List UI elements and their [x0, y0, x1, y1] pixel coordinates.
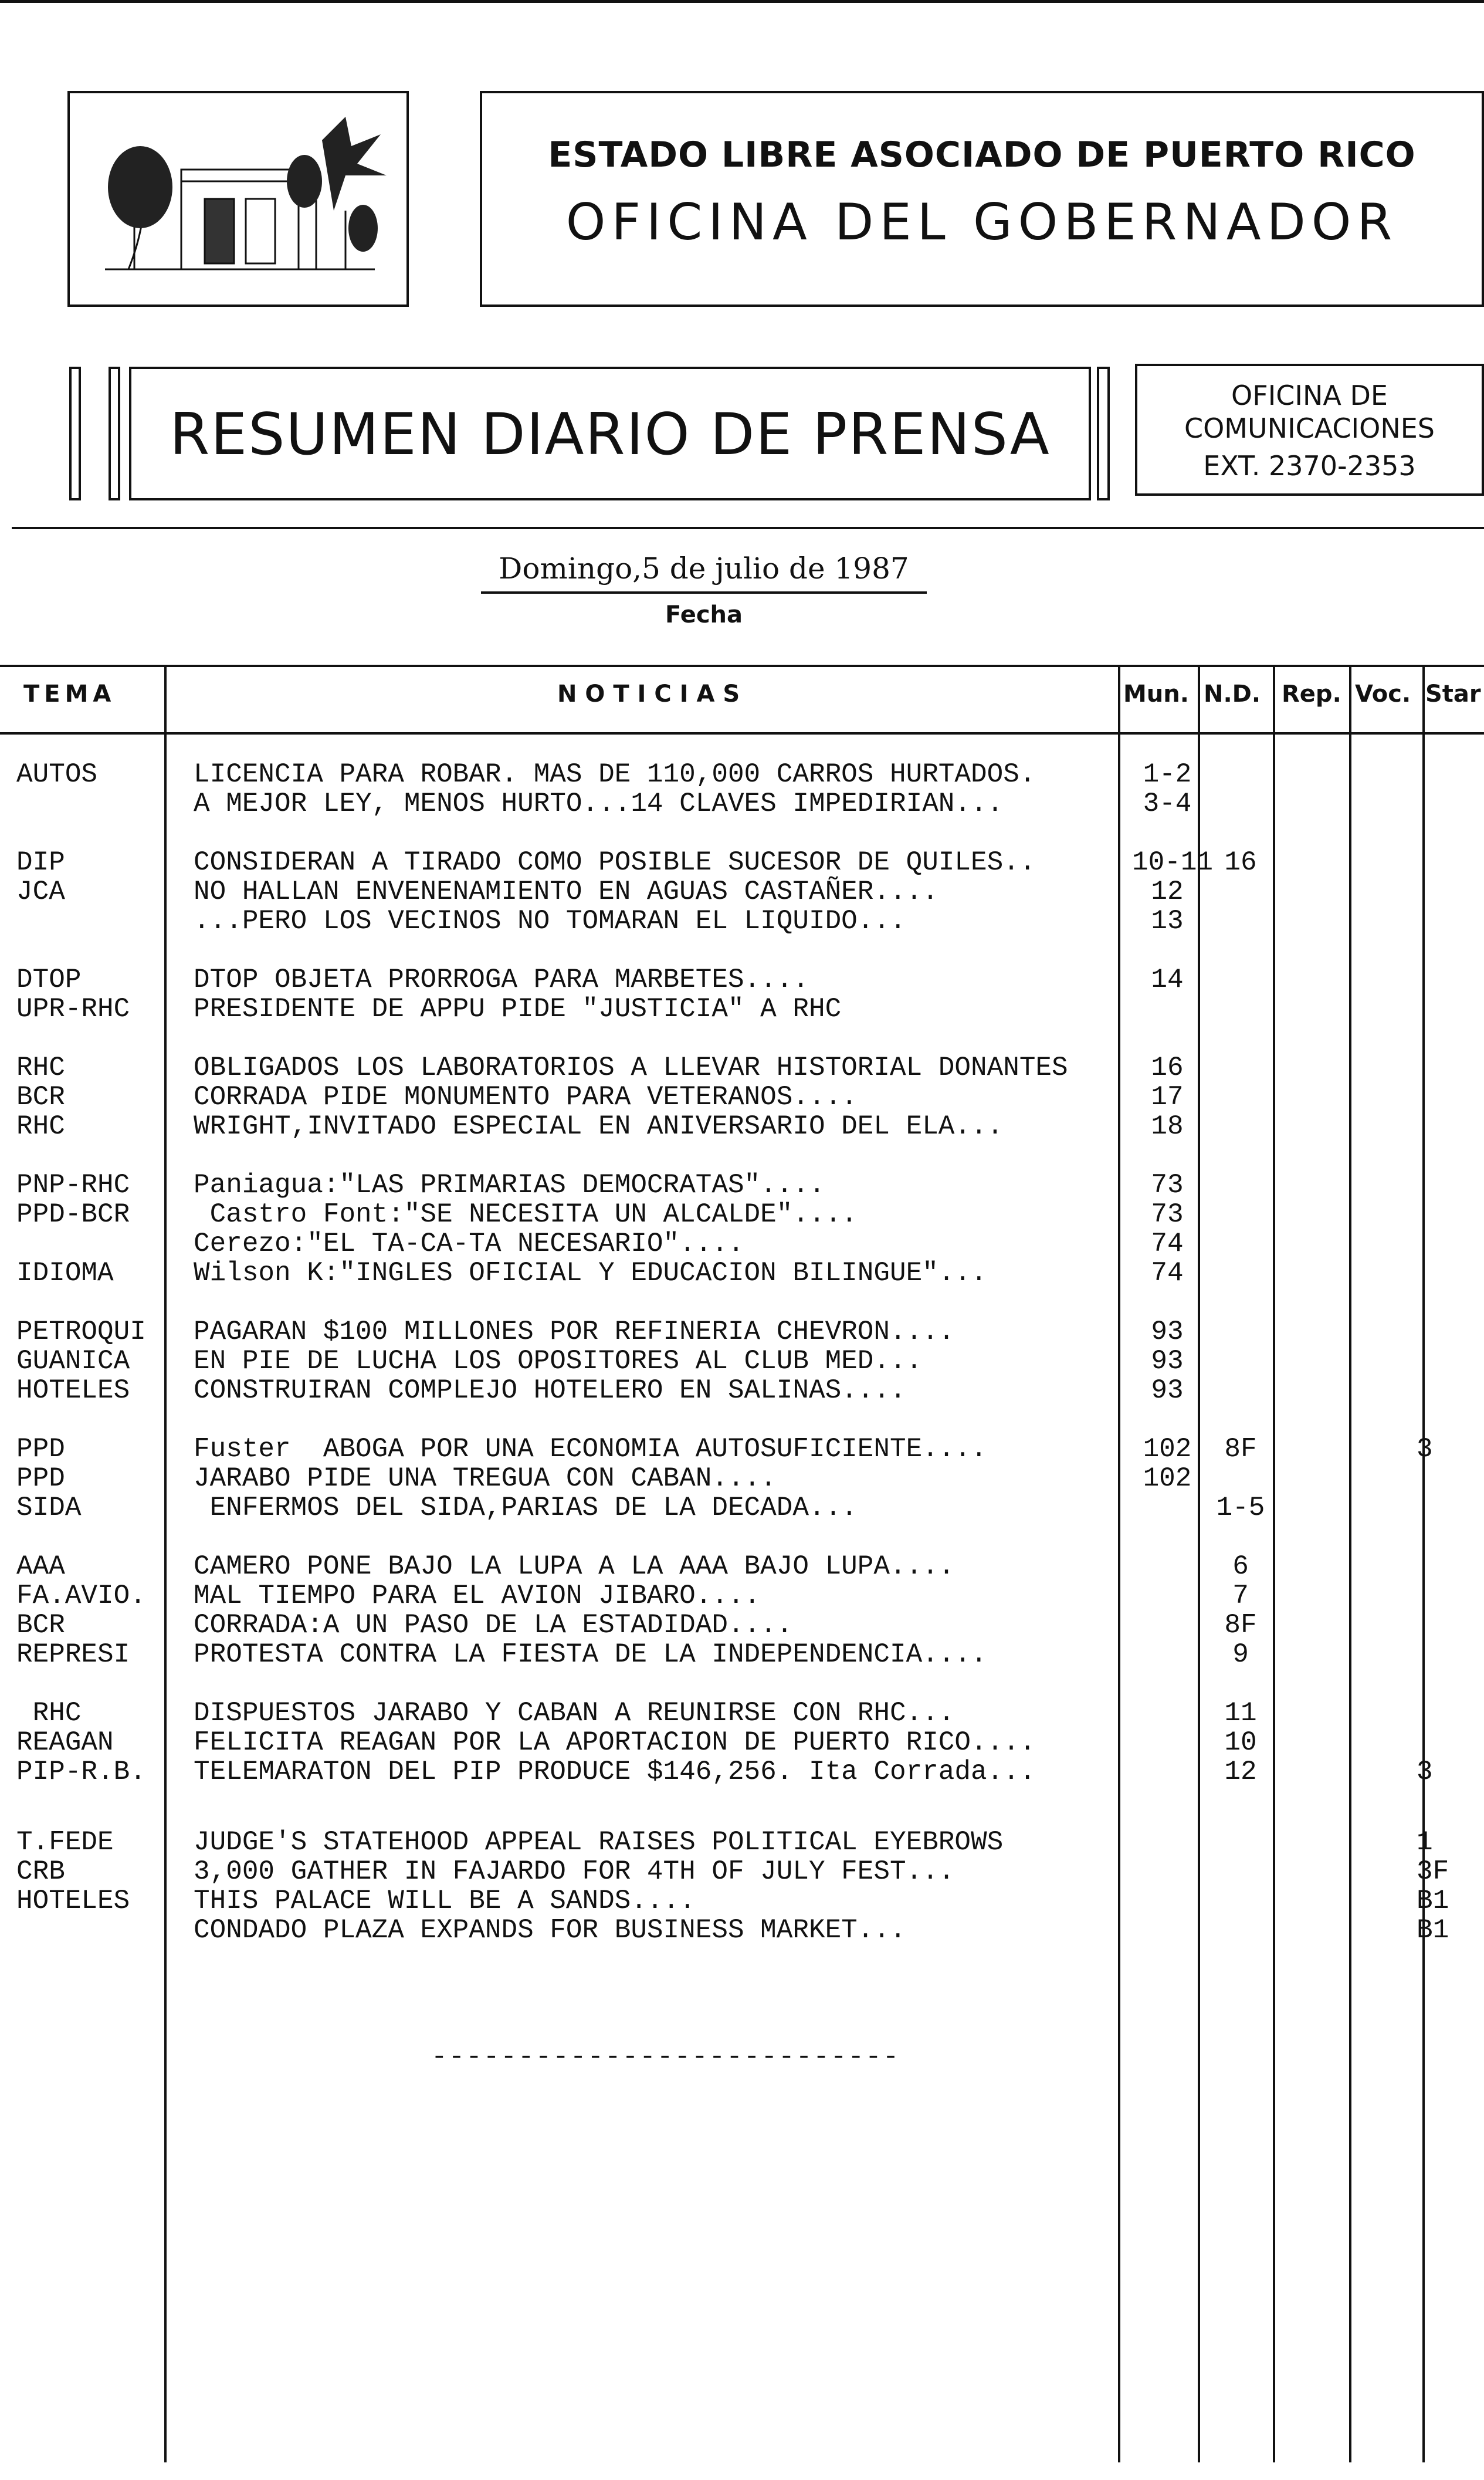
- row-2-noticia: A MEJOR LEY, MENOS HURTO...14 CLAVES IMPEDIRIAN...: [194, 789, 1004, 819]
- row-4-mun: 12: [1151, 877, 1184, 907]
- office-line-2: COMUNICACIONES: [1184, 412, 1435, 444]
- row-22-tema: FA.AVIO.: [16, 1581, 146, 1611]
- row-31-star: B1: [1417, 1915, 1449, 1946]
- row-18-star: 3: [1417, 1434, 1433, 1464]
- col-divider-rep: [1349, 665, 1351, 2462]
- resumen-banner: [129, 367, 1091, 500]
- row-30-star: B1: [1417, 1886, 1449, 1916]
- row-18-nd: 8F: [1224, 1434, 1257, 1464]
- row-23-tema: BCR: [16, 1610, 65, 1640]
- row-17-tema: HOTELES: [16, 1375, 130, 1406]
- row-9-noticia: CORRADA PIDE MONUMENTO PARA VETERANOS....: [194, 1082, 858, 1112]
- row-11-mun: 73: [1151, 1170, 1184, 1200]
- row-3-nd: 16: [1224, 847, 1257, 878]
- date-label: Fecha: [665, 601, 743, 628]
- end-divider: ---------------------------: [431, 2042, 900, 2072]
- row-16-mun: 93: [1151, 1346, 1184, 1376]
- row-14-tema: IDIOMA: [16, 1258, 114, 1288]
- row-4-tema: JCA: [16, 877, 65, 907]
- row-14-noticia: Wilson K:"INGLES OFICIAL Y EDUCACION BILINGUE"...: [194, 1258, 987, 1288]
- row-18-noticia: Fuster ABOGA POR UNA ECONOMIA AUTOSUFICIENTE....: [194, 1434, 987, 1464]
- row-8-tema: RHC: [16, 1053, 65, 1083]
- left-bar-2: [109, 367, 120, 500]
- row-7-tema: UPR-RHC: [16, 994, 130, 1024]
- row-1-mun: 1-2: [1143, 759, 1192, 790]
- row-4-noticia: NO HALLAN ENVENENAMIENTO EN AGUAS CASTAÑER....: [194, 877, 938, 907]
- row-13-mun: 74: [1151, 1229, 1184, 1259]
- row-5-noticia: ...PERO LOS VECINOS NO TOMARAN EL LIQUIDO...: [194, 906, 906, 936]
- row-8-noticia: OBLIGADOS LOS LABORATORIOS A LLEVAR HISTORIAL DONANTES: [194, 1053, 1068, 1083]
- row-28-noticia: JUDGE'S STATEHOOD APPEAL RAISES POLITICAL EYEBROWS: [194, 1827, 1004, 1858]
- header-mun: Mun.: [1123, 681, 1189, 708]
- row-25-nd: 11: [1224, 1698, 1257, 1728]
- row-27-noticia: TELEMARATON DEL PIP PRODUCE $146,256. Ita Corrada...: [194, 1757, 1036, 1787]
- row-15-noticia: PAGARAN $100 MILLONES POR REFINERIA CHEVRON....: [194, 1317, 955, 1347]
- row-24-noticia: PROTESTA CONTRA LA FIESTA DE LA INDEPENDENCIA....: [194, 1639, 987, 1670]
- row-13-noticia: Cerezo:"EL TA-CA-TA NECESARIO"....: [194, 1229, 744, 1259]
- header-nd: N.D.: [1204, 681, 1261, 708]
- row-3-mun: 10-11: [1132, 847, 1214, 878]
- row-18-tema: PPD: [16, 1434, 65, 1464]
- row-25-tema: RHC: [16, 1698, 82, 1728]
- row-24-tema: REPRESI: [16, 1639, 130, 1670]
- row-20-nd: 1-5: [1216, 1493, 1265, 1523]
- row-10-mun: 18: [1151, 1111, 1184, 1142]
- office-box: [1135, 364, 1484, 496]
- col-divider-noticias: [1118, 665, 1120, 2462]
- row-7-noticia: PRESIDENTE DE APPU PIDE "JUSTICIA" A RHC: [194, 994, 842, 1024]
- logo-box: [67, 91, 409, 307]
- row-18-mun: 102: [1143, 1434, 1192, 1464]
- row-24-nd: 9: [1232, 1639, 1249, 1670]
- table-header-rule: [0, 732, 1484, 735]
- row-23-nd: 8F: [1224, 1610, 1257, 1640]
- row-19-tema: PPD: [16, 1463, 65, 1494]
- row-12-mun: 73: [1151, 1199, 1184, 1230]
- row-14-mun: 74: [1151, 1258, 1184, 1288]
- row-26-tema: REAGAN: [16, 1727, 114, 1758]
- row-17-noticia: CONSTRUIRAN COMPLEJO HOTELERO EN SALINAS....: [194, 1375, 906, 1406]
- col-divider-voc: [1422, 665, 1425, 2462]
- row-27-nd: 12: [1224, 1757, 1257, 1787]
- header-rep: Rep.: [1282, 681, 1341, 708]
- row-29-tema: CRB: [16, 1856, 65, 1887]
- header-noticias: N O T I C I A S: [557, 681, 740, 708]
- col-divider-tema: [164, 665, 167, 2462]
- office-name: OFICINA DEL GOBERNADOR: [565, 193, 1398, 252]
- date-value: Domingo,5 de julio de 1987: [481, 552, 927, 594]
- row-16-tema: GUANICA: [16, 1346, 130, 1376]
- row-12-noticia: Castro Font:"SE NECESITA UN ALCALDE"....: [194, 1199, 858, 1230]
- row-6-tema: DTOP: [16, 965, 82, 995]
- office-line-3: EXT. 2370-2353: [1203, 450, 1416, 482]
- row-6-noticia: DTOP OBJETA PRORROGA PARA MARBETES....: [194, 965, 809, 995]
- row-19-noticia: JARABO PIDE UNA TREGUA CON CABAN....: [194, 1463, 777, 1494]
- header-voc: Voc.: [1355, 681, 1411, 708]
- row-29-noticia: 3,000 GATHER IN FAJARDO FOR 4TH OF JULY FEST...: [194, 1856, 955, 1887]
- row-19-mun: 102: [1143, 1463, 1192, 1494]
- row-15-tema: PETROQUI: [16, 1317, 146, 1347]
- row-3-noticia: CONSIDERAN A TIRADO COMO POSIBLE SUCESOR DE QUILES..: [194, 847, 1036, 878]
- row-29-star: 3F: [1417, 1856, 1449, 1887]
- top-rule: [0, 0, 1484, 3]
- row-20-noticia: ENFERMOS DEL SIDA,PARIAS DE LA DECADA...: [194, 1493, 858, 1523]
- row-22-noticia: MAL TIEMPO PARA EL AVION JIBARO....: [194, 1581, 761, 1611]
- row-21-nd: 6: [1232, 1551, 1249, 1582]
- row-3-tema: DIP: [16, 847, 65, 878]
- row-25-noticia: DISPUESTOS JARABO Y CABAN A REUNIRSE CON RHC...: [194, 1698, 955, 1728]
- row-5-mun: 13: [1151, 906, 1184, 936]
- row-26-nd: 10: [1224, 1727, 1257, 1758]
- row-20-tema: SIDA: [16, 1493, 82, 1523]
- row-26-noticia: FELICITA REAGAN POR LA APORTACION DE PUERTO RICO....: [194, 1727, 1036, 1758]
- row-30-tema: HOTELES: [16, 1886, 130, 1916]
- table-top-rule: [0, 665, 1484, 667]
- row-10-noticia: WRIGHT,INVITADO ESPECIAL EN ANIVERSARIO DEL ELA...: [194, 1111, 1004, 1142]
- row-11-noticia: Paniagua:"LAS PRIMARIAS DEMOCRATAS"....: [194, 1170, 825, 1200]
- header-title-box: [480, 91, 1484, 307]
- row-28-tema: T.FEDE: [16, 1827, 114, 1858]
- header-star: Star: [1425, 681, 1481, 708]
- fortaleza-seal-icon: [70, 93, 406, 304]
- row-2-mun: 3-4: [1143, 789, 1192, 819]
- row-22-nd: 7: [1232, 1581, 1249, 1611]
- row-21-tema: AAA: [16, 1551, 65, 1582]
- row-21-noticia: CAMERO PONE BAJO LA LUPA A LA AAA BAJO LUPA....: [194, 1551, 955, 1582]
- row-15-mun: 93: [1151, 1317, 1184, 1347]
- section-rule: [12, 527, 1484, 529]
- resumen-title: RESUMEN DIARIO DE PRENSA: [170, 401, 1051, 468]
- row-10-tema: RHC: [16, 1111, 65, 1142]
- row-1-noticia: LICENCIA PARA ROBAR. MAS DE 110,000 CARROS HURTADOS.: [194, 759, 1036, 790]
- left-bar-1: [69, 367, 81, 500]
- row-27-tema: PIP-R.B.: [16, 1757, 146, 1787]
- government-name: ESTADO LIBRE ASOCIADO DE PUERTO RICO: [548, 134, 1416, 175]
- row-9-tema: BCR: [16, 1082, 65, 1112]
- row-8-mun: 16: [1151, 1053, 1184, 1083]
- row-27-star: 3: [1417, 1757, 1433, 1787]
- row-28-star: 1: [1417, 1827, 1433, 1858]
- right-bar: [1097, 367, 1110, 500]
- row-1-tema: AUTOS: [16, 759, 98, 790]
- row-9-mun: 17: [1151, 1082, 1184, 1112]
- header-tema: TEMA: [23, 681, 116, 708]
- row-23-noticia: CORRADA:A UN PASO DE LA ESTADIDAD....: [194, 1610, 793, 1640]
- row-11-tema: PNP-RHC: [16, 1170, 130, 1200]
- row-31-noticia: CONDADO PLAZA EXPANDS FOR BUSINESS MARKET...: [194, 1915, 906, 1946]
- office-line-1: OFICINA DE: [1231, 380, 1388, 411]
- row-30-noticia: THIS PALACE WILL BE A SANDS....: [194, 1886, 696, 1916]
- row-6-mun: 14: [1151, 965, 1184, 995]
- row-16-noticia: EN PIE DE LUCHA LOS OPOSITORES AL CLUB MED...: [194, 1346, 923, 1376]
- row-17-mun: 93: [1151, 1375, 1184, 1406]
- row-12-tema: PPD-BCR: [16, 1199, 130, 1230]
